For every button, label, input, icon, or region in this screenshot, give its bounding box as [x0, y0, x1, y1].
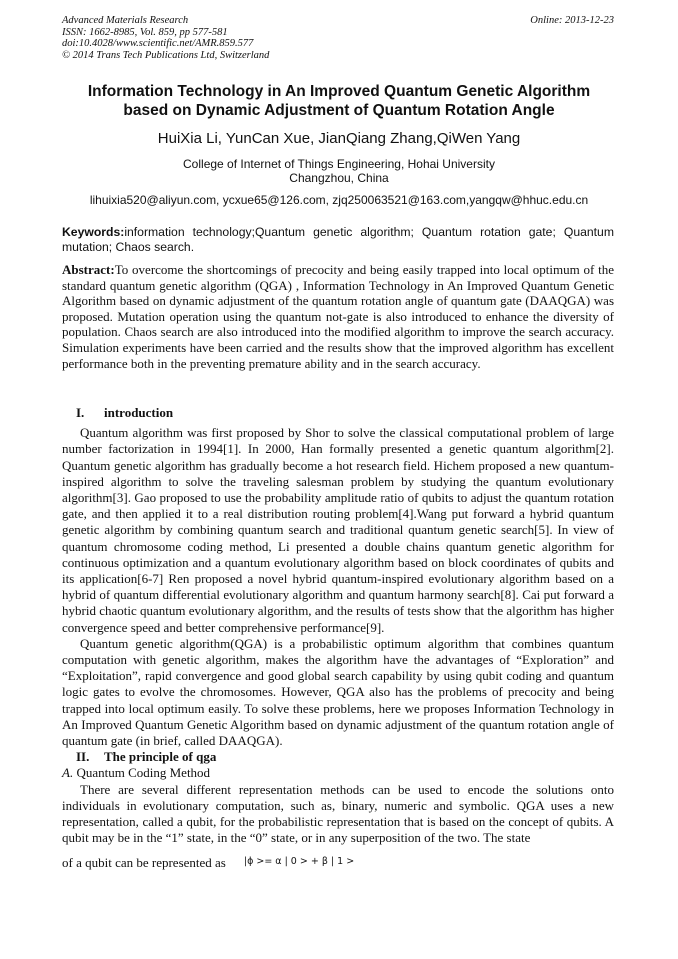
- keywords: [62, 225, 614, 255]
- journal-header: [62, 15, 269, 61]
- abstract-label: Abstract:: [62, 262, 115, 277]
- main-text: [62, 405, 614, 872]
- section-number: I.: [76, 405, 85, 420]
- paper-title: [40, 82, 638, 120]
- affiliation: [0, 157, 678, 185]
- keywords-label: Keywords:: [62, 225, 125, 239]
- emails: lihuixia520@aliyun.com, ycxue65@126.com, zjq250063521@163.com,yangqw@hhuc.edu.cn: [89, 193, 589, 207]
- paragraph: Quantum genetic algorithm(QGA) is a probabilistic optimum algorithm that combines quantum computation with genetic algorithm, makes the algorithm have the advantages of “Exploration” and “Exploitation”, rapid convergence and good global search capability by using qubit coding and quantum logic gates to evolve the chromosomes. However, QGA also has the problems of precocity and being trapped into local optimum easily. To solve these problems, here we proposes Information Technology in An Improved Quantum Genetic Algorithm based on dynamic adjustment of the quantum rotation angle of quantum gate (in brief, called DAAQGA).: [62, 635, 614, 749]
- paragraph: Quantum algorithm was first proposed by Shor to solve the classical computational problem of large number factorization in 1994[1]. In 2000, Han formally presented a genetic quantum algorithm[2]. Quantum genetic algorithm has gradually become a hot research field. Hichem proposed a new quantum-inspired algorithm to solve the traveling salesman problem by studying the quantum evolutionary algorithm[3]. Gao proposed to use the probability amplitude ratio of qubits to adjust the quantum rotation gate, and then applied it to a real distribution routing problem[4].Wang put forward a hybrid quantum genetic algorithm by combining quantum search and traditional quantum genetic search[5]. In view of quantum chromosome coding method, Li presented a double chains quantum genetic algorithm for continuous optimization and a quantum evolutionary algorithm based on block coordinates of qubits and its application[6-7] Ren proposed a novel hybrid quantum-inspired evolutionary algorithm based on a hybrid of quantum differential evolutionary algorithm and quantum harmony search[8]. Cai put forward a hybrid chaotic quantum evolutionary algorithm, and the results of tests show that the algorithm has higher convergence speed and better comprehensive performance[9].: [62, 425, 614, 635]
- section-title: introduction: [104, 405, 174, 420]
- subsection-title: Quantum Coding Method: [76, 765, 211, 781]
- doi: doi:10.4028/www.scientific.net/AMR.859.577: [62, 38, 254, 49]
- title-line: Information Technology in An Improved Quantum Genetic Algorithm: [87, 83, 591, 100]
- copyright: © 2014 Trans Tech Publications Ltd, Switzerland: [62, 49, 270, 61]
- section-title: The principle of qga: [104, 749, 217, 765]
- section-heading: [76, 405, 614, 421]
- paragraph-text: of a qubit can be represented as: [62, 855, 226, 871]
- journal-name: Advanced Materials Research: [62, 15, 189, 26]
- subsection-number: A.: [62, 765, 74, 781]
- online-date: Online: 2013-12-23: [530, 15, 614, 26]
- affiliation-line: College of Internet of Things Engineering, Hohai University: [183, 157, 495, 171]
- abstract: [62, 262, 614, 371]
- section-number: II.: [76, 749, 90, 765]
- abstract-text: To overcome the shortcomings of precocity and being easily trapped into local optimum of the standard quantum genetic algorithm (QGA) , Information Technology in An Improved Quantum Genetic Algorithm based on dynamic adjustment of the quantum rotation angle of quantum gate (DAAQGA) was proposed. Mutation operation using the quantum not-gate is also introduced to enhance the diversity of population. Chaos search are also introduced into the modified algorithm to improve the search accuracy. Simulation experiments have been carried and the results show that the improved algorithm has excellent performance both in the preventing premature ability and in the search accuracy.: [62, 262, 614, 371]
- authors: HuiXia Li, YunCan Xue, JianQiang Zhang,QiWen Yang: [157, 130, 521, 147]
- issn: ISSN: 1662-8985, Vol. 859, pp 577-581: [62, 26, 228, 38]
- paragraph: There are several different representation methods can be used to encode the solutions onto individuals in evolutionary computation, such as, binary, numeric and symbolic. QGA uses a new representation, called a qubit, for the probabilistic representation that is based on the concept of qubits. A qubit may be in the “1” state, in the “0” state, or in any superposition of the two. The state: [62, 781, 614, 846]
- qubit-formula: |ϕ >= α | 0 > + β | 1 >: [243, 856, 355, 868]
- paragraph-formula: [62, 854, 614, 871]
- title-line: based on Dynamic Adjustment of Quantum Rotation Angle: [123, 102, 555, 119]
- affiliation-line: Changzhou, China: [289, 171, 389, 185]
- section-heading: [76, 749, 614, 765]
- subsection-heading: [62, 765, 614, 781]
- keywords-text: information technology;Quantum genetic algorithm; Quantum rotation gate; Quantum mutation; Chaos search.: [62, 225, 614, 254]
